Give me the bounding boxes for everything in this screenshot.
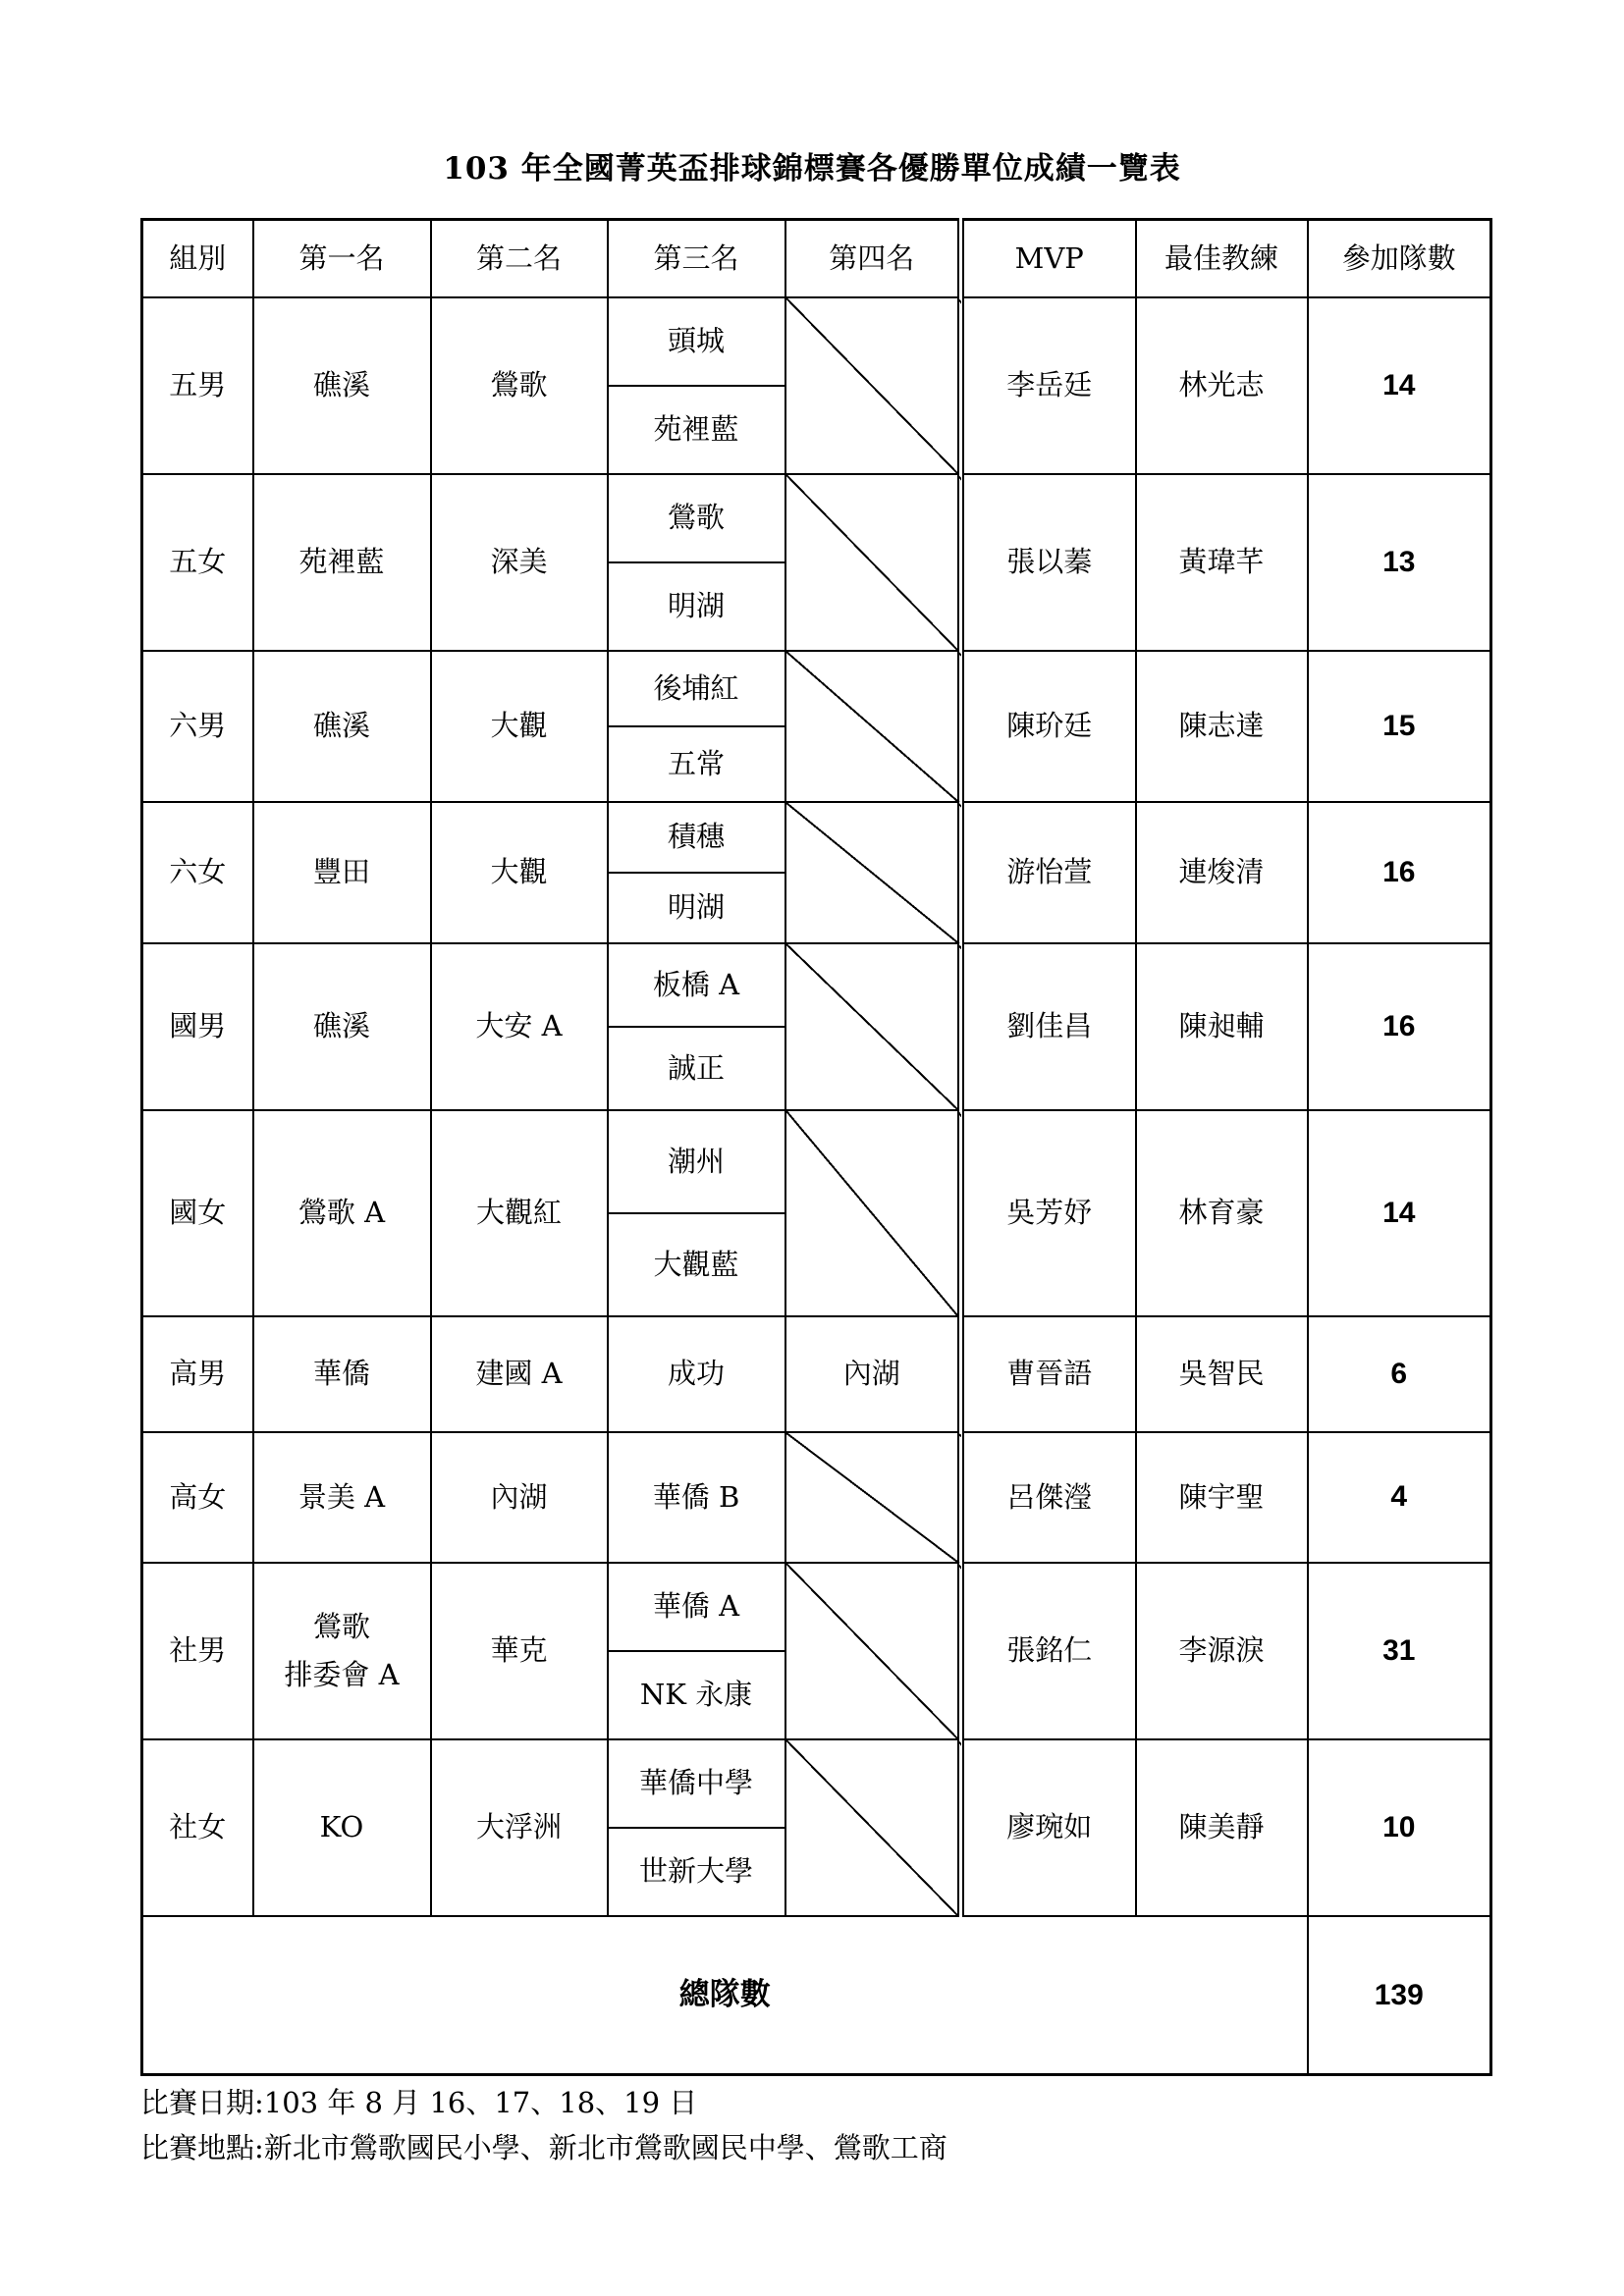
second-place-cell: 建國 A xyxy=(431,1316,608,1432)
table-row xyxy=(142,474,1491,562)
third-place-cell: NK 永康 xyxy=(608,1651,785,1739)
group-cell: 社男 xyxy=(142,1563,253,1739)
first-place-cell: 鶯歌 A xyxy=(253,1110,431,1316)
mvp-cell: 呂傑瀅 xyxy=(961,1432,1136,1563)
coach-cell: 陳宇聖 xyxy=(1136,1432,1308,1563)
group-cell: 高男 xyxy=(142,1316,253,1432)
table-row xyxy=(142,802,1491,873)
second-place-cell: 大觀 xyxy=(431,651,608,802)
header-group: 組別 xyxy=(142,220,253,297)
third-place-cell: 世新大學 xyxy=(608,1828,785,1916)
fourth-place-empty-cell xyxy=(785,1432,961,1563)
first-place-line: 鶯歌 xyxy=(312,1610,370,1644)
teams-cell: 13 xyxy=(1308,474,1491,651)
teams-cell: 4 xyxy=(1308,1432,1491,1563)
third-place-cell: 板橋 A xyxy=(608,943,785,1027)
first-place-cell: 礁溪 xyxy=(253,651,431,802)
fourth-place-empty-cell xyxy=(785,1110,961,1316)
third-place-cell: 後埔紅 xyxy=(608,651,785,726)
first-place-cell: 礁溪 xyxy=(253,943,431,1110)
group-cell: 國女 xyxy=(142,1110,253,1316)
first-place-cell: 礁溪 xyxy=(253,297,431,474)
mvp-cell: 廖琬如 xyxy=(961,1739,1136,1916)
fourth-place-empty-cell xyxy=(785,1563,961,1739)
coach-cell: 陳美靜 xyxy=(1136,1739,1308,1916)
teams-cell: 16 xyxy=(1308,943,1491,1110)
second-place-cell: 深美 xyxy=(431,474,608,651)
table-row xyxy=(142,1432,1491,1563)
mvp-cell: 吳芳妤 xyxy=(961,1110,1136,1316)
coach-cell: 陳志達 xyxy=(1136,651,1308,802)
competition-date: 比賽日期:103 年 8 月 16、17、18、19 日 xyxy=(140,2086,698,2119)
fourth-place-cell: 內湖 xyxy=(785,1316,961,1432)
fourth-place-empty-cell xyxy=(785,651,961,802)
coach-cell: 黃瑋芊 xyxy=(1136,474,1308,651)
fourth-place-empty-cell xyxy=(785,1739,961,1916)
teams-cell: 31 xyxy=(1308,1563,1491,1739)
second-place-cell: 鶯歌 xyxy=(431,297,608,474)
competition-venue: 比賽地點:新北市鶯歌國民小學、新北市鶯歌國民中學、鶯歌工商 xyxy=(140,2131,947,2164)
group-cell: 六女 xyxy=(142,802,253,943)
mvp-cell: 張銘仁 xyxy=(961,1563,1136,1739)
mvp-cell: 游怡萱 xyxy=(961,802,1136,943)
fourth-place-empty-cell xyxy=(785,297,961,474)
total-label: 總隊數 xyxy=(142,1916,1308,2075)
second-place-cell: 大浮洲 xyxy=(431,1739,608,1916)
results-table xyxy=(140,218,1492,2076)
fourth-place-empty-cell xyxy=(785,474,961,651)
teams-cell: 14 xyxy=(1308,297,1491,474)
third-place-cell: 大觀藍 xyxy=(608,1213,785,1316)
page-title: 103 年全國菁英盃排球錦標賽各優勝單位成績一覽表 xyxy=(443,151,1181,187)
header-first: 第一名 xyxy=(253,220,431,297)
coach-cell: 林育豪 xyxy=(1136,1110,1308,1316)
header-third: 第三名 xyxy=(608,220,785,297)
third-place-cell: 頭城 xyxy=(608,297,785,386)
teams-cell: 15 xyxy=(1308,651,1491,802)
table-row xyxy=(142,1110,1491,1213)
total-row xyxy=(142,1916,1491,2075)
third-place-cell: 苑裡藍 xyxy=(608,386,785,474)
fourth-place-empty-cell xyxy=(785,943,961,1110)
fourth-place-empty-cell xyxy=(785,802,961,943)
table-row xyxy=(142,297,1491,386)
third-place-cell: 華僑中學 xyxy=(608,1739,785,1828)
mvp-cell: 曹晉語 xyxy=(961,1316,1136,1432)
group-cell: 六男 xyxy=(142,651,253,802)
third-place-cell: 誠正 xyxy=(608,1027,785,1110)
first-place-cell: 景美 A xyxy=(253,1432,431,1563)
third-place-cell: 潮州 xyxy=(608,1110,785,1213)
third-place-cell: 鶯歌 xyxy=(608,474,785,562)
total-value: 139 xyxy=(1308,1916,1491,2075)
group-cell: 社女 xyxy=(142,1739,253,1916)
third-place-cell: 五常 xyxy=(608,726,785,802)
first-place-cell xyxy=(253,1563,431,1739)
header-second: 第二名 xyxy=(431,220,608,297)
mvp-cell: 張以蓁 xyxy=(961,474,1136,651)
header-fourth: 第四名 xyxy=(785,220,961,297)
header-mvp: MVP xyxy=(961,220,1136,297)
second-place-cell: 大觀 xyxy=(431,802,608,943)
third-place-cell: 華僑 B xyxy=(608,1432,785,1563)
first-place-cell: 豐田 xyxy=(253,802,431,943)
coach-cell: 林光志 xyxy=(1136,297,1308,474)
group-cell: 國男 xyxy=(142,943,253,1110)
table-row xyxy=(142,1563,1491,1651)
mvp-cell: 劉佳昌 xyxy=(961,943,1136,1110)
group-cell: 高女 xyxy=(142,1432,253,1563)
mvp-cell: 李岳廷 xyxy=(961,297,1136,474)
coach-cell: 李源淚 xyxy=(1136,1563,1308,1739)
third-place-cell: 明湖 xyxy=(608,873,785,943)
first-place-cell: 苑裡藍 xyxy=(253,474,431,651)
first-place-line: 排委會 A xyxy=(284,1657,400,1691)
coach-cell: 吳智民 xyxy=(1136,1316,1308,1432)
teams-cell: 10 xyxy=(1308,1739,1491,1916)
first-place-cell: KO xyxy=(253,1739,431,1916)
table-row xyxy=(142,943,1491,1027)
coach-cell: 陳昶輔 xyxy=(1136,943,1308,1110)
teams-cell: 14 xyxy=(1308,1110,1491,1316)
second-place-cell: 內湖 xyxy=(431,1432,608,1563)
second-place-cell: 華克 xyxy=(431,1563,608,1739)
third-place-cell: 成功 xyxy=(608,1316,785,1432)
teams-cell: 16 xyxy=(1308,802,1491,943)
third-place-cell: 明湖 xyxy=(608,562,785,651)
group-cell: 五女 xyxy=(142,474,253,651)
first-place-cell: 華僑 xyxy=(253,1316,431,1432)
third-place-cell: 華僑 A xyxy=(608,1563,785,1651)
header-teams: 參加隊數 xyxy=(1308,220,1491,297)
header-coach: 最佳教練 xyxy=(1136,220,1308,297)
table-row xyxy=(142,1316,1491,1432)
table-row xyxy=(142,1739,1491,1828)
second-place-cell: 大觀紅 xyxy=(431,1110,608,1316)
third-place-cell: 積穗 xyxy=(608,802,785,873)
group-cell: 五男 xyxy=(142,297,253,474)
header-row xyxy=(142,220,1491,297)
coach-cell: 連焌清 xyxy=(1136,802,1308,943)
mvp-cell: 陳玠廷 xyxy=(961,651,1136,802)
table-row xyxy=(142,651,1491,726)
teams-cell: 6 xyxy=(1308,1316,1491,1432)
second-place-cell: 大安 A xyxy=(431,943,608,1110)
